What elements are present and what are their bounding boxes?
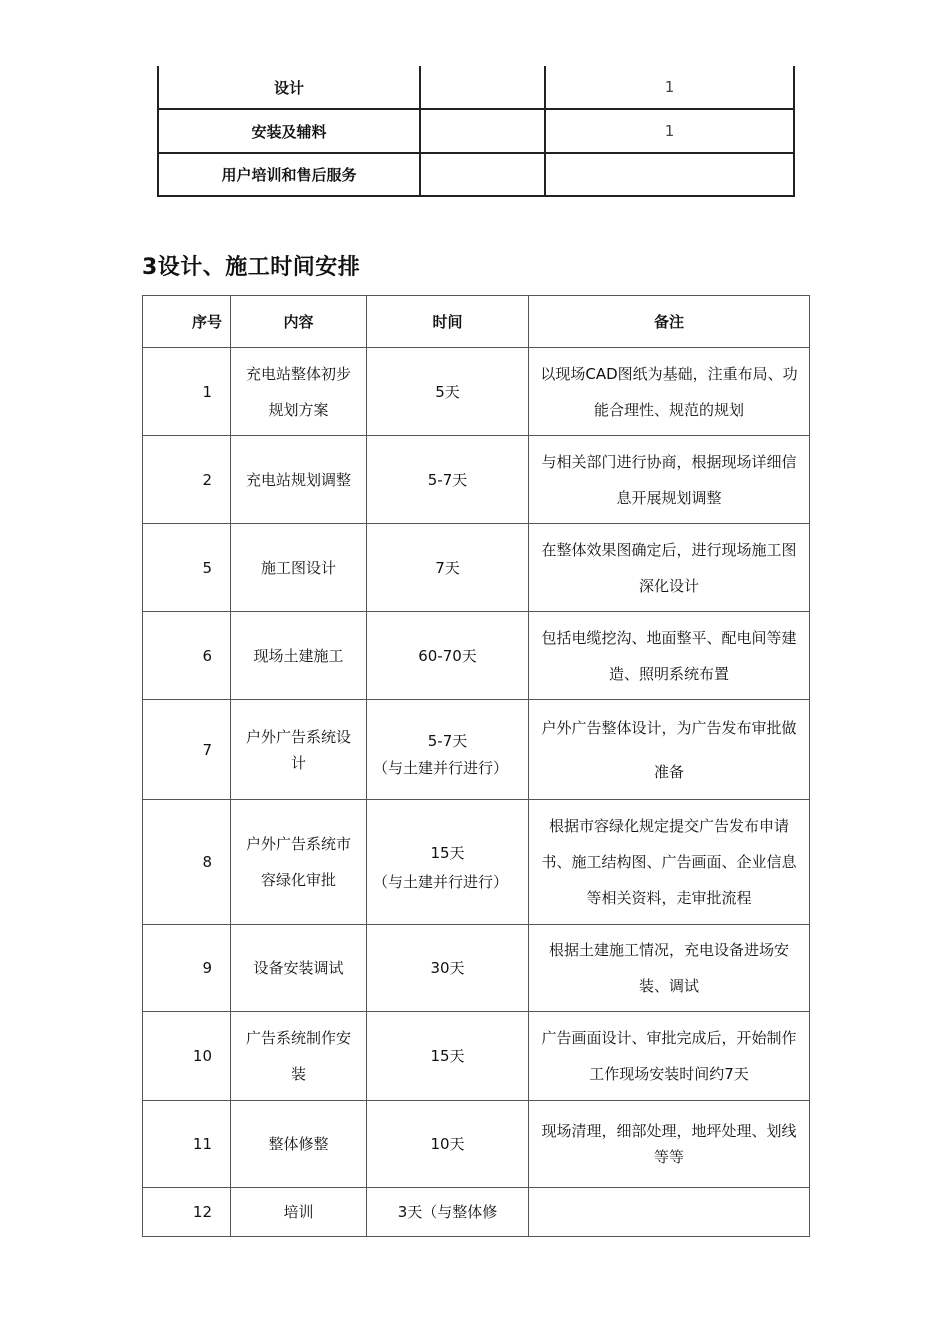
- table-row: [143, 800, 810, 925]
- row-no: 12: [143, 1188, 231, 1237]
- item-name: 安装及辅料: [158, 109, 420, 153]
- item-name: 设计: [158, 66, 420, 109]
- item-name: 用户培训和售后服务: [158, 153, 420, 196]
- row-content: 施工图设计: [231, 524, 367, 612]
- table-row: [143, 1101, 810, 1188]
- table-row: [143, 348, 810, 436]
- row-time: 15天: [430, 844, 465, 862]
- row-time-cell: [367, 700, 529, 800]
- row-content: 充电站规划调整: [231, 436, 367, 524]
- row-content: 现场土建施工: [231, 612, 367, 700]
- row-time: 10天: [367, 1101, 529, 1188]
- row-no: 10: [143, 1012, 231, 1101]
- row-no: 6: [143, 612, 231, 700]
- header-note: 备注: [529, 296, 810, 348]
- row-time: 15天: [367, 1012, 529, 1101]
- schedule-table: [142, 295, 810, 1237]
- header-time: 时间: [367, 296, 529, 348]
- row-time-cell: [367, 800, 529, 925]
- row-content: 整体修整: [231, 1101, 367, 1188]
- budget-table: [157, 66, 795, 197]
- row-content: 充电站整体初步规划方案: [231, 348, 367, 436]
- row-time: 5天: [367, 348, 529, 436]
- row-content: 户外广告系统设计: [231, 700, 367, 800]
- table-row: [158, 109, 794, 153]
- row-note: 根据市容绿化规定提交广告发布申请书、施工结构图、广告画面、企业信息等相关资料，走审批流程: [529, 800, 810, 925]
- item-spec: [420, 109, 545, 153]
- table-header-row: [143, 296, 810, 348]
- row-no: 2: [143, 436, 231, 524]
- row-content: 设备安装调试: [231, 925, 367, 1012]
- row-note: 根据土建施工情况，充电设备进场安装、调试: [529, 925, 810, 1012]
- row-time-extra: （与土建并行进行）: [373, 758, 509, 777]
- item-qty: [545, 153, 794, 196]
- row-note: 与相关部门进行协商，根据现场详细信息开展规划调整: [529, 436, 810, 524]
- table-row: [143, 1012, 810, 1101]
- row-content: 户外广告系统市容绿化审批: [231, 800, 367, 925]
- row-time: 60-70天: [367, 612, 529, 700]
- row-time: 5-7天: [427, 731, 468, 750]
- row-time: 3天（与整体修: [367, 1188, 529, 1237]
- item-spec: [420, 153, 545, 196]
- table-row: [143, 436, 810, 524]
- row-note: 以现场CAD图纸为基础，注重布局、功能合理性、规范的规划: [529, 348, 810, 436]
- row-note: 广告画面设计、审批完成后，开始制作工作现场安装时间约7天: [529, 1012, 810, 1101]
- header-no: 序号: [143, 296, 231, 348]
- table-row: [143, 524, 810, 612]
- row-note: 现场清理，细部处理，地坪处理、划线等等: [529, 1101, 810, 1188]
- row-content: 广告系统制作安装: [231, 1012, 367, 1101]
- row-time: 7天: [367, 524, 529, 612]
- table-row: [158, 153, 794, 196]
- row-note: 包括电缆挖沟、地面整平、配电间等建造、照明系统布置: [529, 612, 810, 700]
- item-spec: [420, 66, 545, 109]
- row-no: 8: [143, 800, 231, 925]
- row-note: [529, 1188, 810, 1237]
- table-row: [143, 925, 810, 1012]
- table-row: [158, 66, 794, 109]
- row-no: 11: [143, 1101, 231, 1188]
- item-qty: 1: [545, 109, 794, 153]
- row-content: 培训: [231, 1188, 367, 1237]
- row-time: 5-7天: [367, 436, 529, 524]
- table-row: [143, 700, 810, 800]
- row-no: 9: [143, 925, 231, 1012]
- row-note: 户外广告整体设计，为广告发布审批做准备: [529, 700, 810, 800]
- table-row: [143, 1188, 810, 1237]
- row-no: 1: [143, 348, 231, 436]
- row-time-extra: （与土建并行进行）: [373, 873, 509, 891]
- header-content: 内容: [231, 296, 367, 348]
- row-no: 5: [143, 524, 231, 612]
- item-qty: 1: [545, 66, 794, 109]
- row-note: 在整体效果图确定后，进行现场施工图深化设计: [529, 524, 810, 612]
- section-title: 3设计、施工时间安排: [142, 255, 361, 280]
- row-time: 30天: [367, 925, 529, 1012]
- table-row: [143, 612, 810, 700]
- row-no: 7: [143, 700, 231, 800]
